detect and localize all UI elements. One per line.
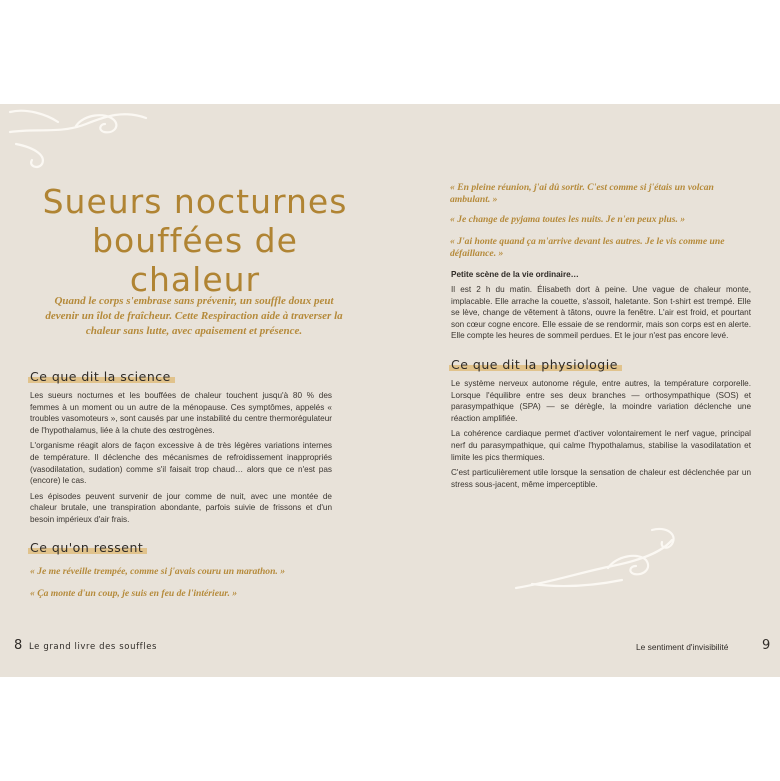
- scene-body: [451, 284, 751, 346]
- paragraph: Le système nerveux autonome régule, entre autres, la température corporelle. Lorsque l'équilibre entre ses deux branches — orthosympathique (SOS) et parasympathique (SPA) — se dérègle, la moindre variation déclenche une réaction amplifiée.: [451, 379, 751, 423]
- section-heading-label: Ce que dit la science: [30, 369, 171, 384]
- paragraph: Il est 2 h du matin. Élisabeth dort à peine. Une vague de chaleur monte, implacable. Elle arrache la couette, s'assoit, haletante. Son t-shirt est trempé. Elle se lève, change de vêtement à tâtons, ouvre la fenêtre. L'air est froid, et pourtant son cœur cogne encore. Elle essaie de se rendormir, mais son corps est en alerte. Elle compte les heures de sommeil perdues. Et le jour n'est pas encore levé.: [451, 285, 751, 341]
- quote: « J'ai honte quand ça m'arrive devant les autres. Je le vis comme une défaillance. »: [450, 236, 725, 259]
- physiology-body: [451, 378, 751, 494]
- quote: « Je change de pyjama toutes les nuits. Je n'en peux plus. »: [450, 214, 686, 225]
- science-body: [30, 390, 332, 530]
- section-heading-label: Ce que dit la physiologie: [451, 357, 618, 372]
- running-footer: Le grand livre des souffles: [29, 642, 158, 652]
- title-line: bouffées de: [92, 221, 298, 260]
- section-heading-label: Ce qu'on ressent: [30, 540, 144, 555]
- left-page: [0, 104, 390, 677]
- page-title: [0, 182, 390, 299]
- quote: « Ça monte d'un coup, je suis en feu de l'intérieur. »: [30, 588, 238, 599]
- paragraph: La cohérence cardiaque permet d'activer volontairement le nerf vague, principal nerf du parasympathique, qui calme l'hypothalamus, stabilise la vasodilatation et limite les pics thermiques.: [451, 429, 751, 462]
- quote: « Je me réveille trempée, comme si j'avais couru un marathon. »: [30, 566, 286, 577]
- intro-text: Quand le corps s'embrase sans prévenir, un souffle doux peut devenir un îlot de fraîcheur. Cette Respiraction aide à traverser la chaleur sans lutte, avec apaisement et présence.: [45, 295, 343, 337]
- page-number: 9: [762, 638, 771, 653]
- running-footer: Le sentiment d'invisibilité: [636, 642, 729, 652]
- quote: « En pleine réunion, j'ai dû sortir. C'est comme si j'étais un volcan ambulant. »: [450, 182, 714, 205]
- book-spread: [0, 104, 780, 677]
- scene-heading: Petite scène de la vie ordinaire…: [451, 270, 579, 279]
- paragraph: L'organisme réagit alors de façon excessive à de très légères variations internes de température. Il déclenche des mécanismes de refroidissement inappropriés (vasodilatation, sudation) comme s'il faisait trop chaud… alors que ce n'est pas (encore) le cas.: [30, 441, 332, 486]
- title-line: chaleur: [129, 260, 261, 299]
- title-line: Sueurs nocturnes: [42, 182, 348, 221]
- section-heading-science: [28, 369, 175, 384]
- swirl-ornament-icon: [6, 104, 156, 174]
- paragraph: C'est particulièrement utile lorsque la sensation de chaleur est déclenchée par un stress sous-jacent, même imperceptible.: [451, 468, 751, 489]
- section-heading-feeling: [28, 540, 147, 555]
- page-number: 8: [14, 638, 23, 653]
- paragraph: Les sueurs nocturnes et les bouffées de chaleur touchent jusqu'à 80 % des femmes à un moment ou un autre de la ménopause. Ces symptômes, appelés « troubles vasomoteurs », sont causés par une instabilité du centre thermorégulateur de l'hypothalamus, liée à la chute des œstrogènes.: [30, 391, 332, 435]
- section-heading-physiology: [449, 357, 622, 372]
- right-page: [390, 104, 780, 677]
- swirl-ornament-icon: [512, 522, 682, 592]
- paragraph: Les épisodes peuvent survenir de jour comme de nuit, avec une montée de chaleur brutale, une transpiration abondante, parfois suivie de frissons et d'un besoin impérieux d'air frais.: [30, 491, 332, 524]
